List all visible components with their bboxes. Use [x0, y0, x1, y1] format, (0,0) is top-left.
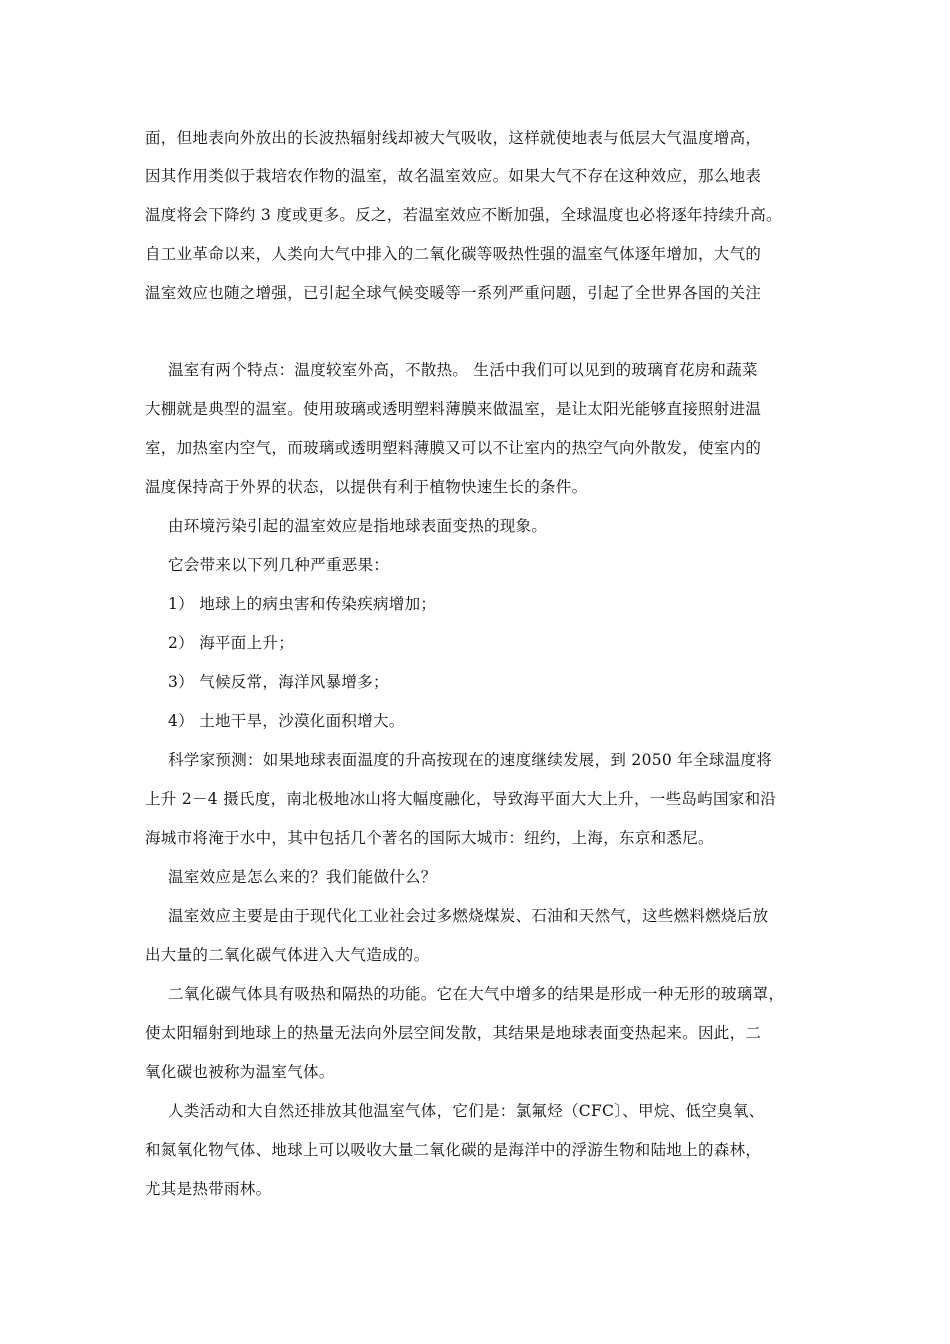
paragraph-line: 上升 2－4 摄氏度，南北极地冰山将大幅度融化，导致海平面大大上升，一些岛屿国家和沿 — [145, 790, 777, 808]
paragraph-line: 使太阳辐射到地球上的热量无法向外层空间发散，其结果是地球表面变热起来。因此，二 — [145, 1024, 762, 1042]
paragraph-line: 出大量的二氧化碳气体进入大气造成的。 — [145, 946, 430, 964]
paragraph-line: 温度将会下降约 3 度或更多。反之，若温室效应不断加强，全球温度也必将逐年持续升高。 — [145, 206, 782, 224]
paragraph-line: 因其作用类似于栽培农作物的温室，故名温室效应。如果大气不存在这种效应，那么地表 — [145, 167, 762, 185]
paragraph-line: 温度保持高于外界的状态，以提供有利于植物快速生长的条件。 — [145, 478, 588, 496]
paragraph-line: 它会带来以下列几种严重恶果： — [168, 556, 390, 574]
paragraph-line: 大棚就是典型的温室。使用玻璃或透明塑料薄膜来做温室，是让太阳光能够直接照射进温 — [145, 400, 762, 418]
paragraph-line: 尤其是热带雨林。 — [145, 1180, 272, 1198]
list-item: 3） 气候反常，海洋风暴增多； — [168, 673, 389, 691]
paragraph-line: 和氮氧化物气体、地球上可以吸收大量二氧化碳的是海洋中的浮游生物和陆地上的森林， — [145, 1141, 762, 1159]
paragraph-line: 人类活动和大自然还排放其他温室气体，它们是：氯氟烃（CFC〕、甲烷、低空臭氧、 — [168, 1102, 765, 1120]
paragraph-line: 由环境污染引起的温室效应是指地球表面变热的现象。 — [168, 517, 548, 535]
paragraph-line: 温室有两个特点：温度较室外高，不散热。 生活中我们可以见到的玻璃育花房和蔬菜 — [168, 361, 758, 379]
list-item: 2） 海平面上升； — [168, 634, 294, 652]
paragraph-line: 面，但地表向外放出的长波热辐射线却被大气吸收，这样就使地表与低层大气温度增高， — [145, 129, 762, 147]
paragraph-line: 二氧化碳气体具有吸热和隔热的功能。它在大气中增多的结果是形成一种无形的玻璃罩， — [168, 985, 785, 1003]
paragraph-line: 氧化碳也被称为温室气体。 — [145, 1063, 335, 1081]
paragraph-line: 温室效应是怎么来的？我们能做什么？ — [168, 868, 437, 886]
list-item: 1） 地球上的病虫害和传染疾病增加； — [168, 595, 437, 613]
list-item: 4） 土地干旱，沙漠化面积增大。 — [168, 712, 405, 730]
paragraph-line: 海城市将淹于水中，其中包括几个著名的国际大城市：纽约，上海，东京和悉尼。 — [145, 829, 714, 847]
paragraph-line: 温室效应也随之增强，已引起全球气候变暖等一系列严重问题，引起了全世界各国的关注 — [145, 284, 762, 302]
paragraph-line: 室，加热室内空气，而玻璃或透明塑料薄膜又可以不让室内的热空气向外散发，使室内的 — [145, 439, 762, 457]
paragraph-line: 自工业革命以来，人类向大气中排入的二氧化碳等吸热性强的温室气体逐年增加，大气的 — [145, 245, 762, 263]
paragraph-line: 温室效应主要是由于现代化工业社会过多燃烧煤炭、石油和天然气，这些燃料燃烧后放 — [168, 907, 769, 925]
paragraph-line: 科学家预测：如果地球表面温度的升高按现在的速度继续发展，到 2050 年全球温度将 — [168, 751, 773, 769]
